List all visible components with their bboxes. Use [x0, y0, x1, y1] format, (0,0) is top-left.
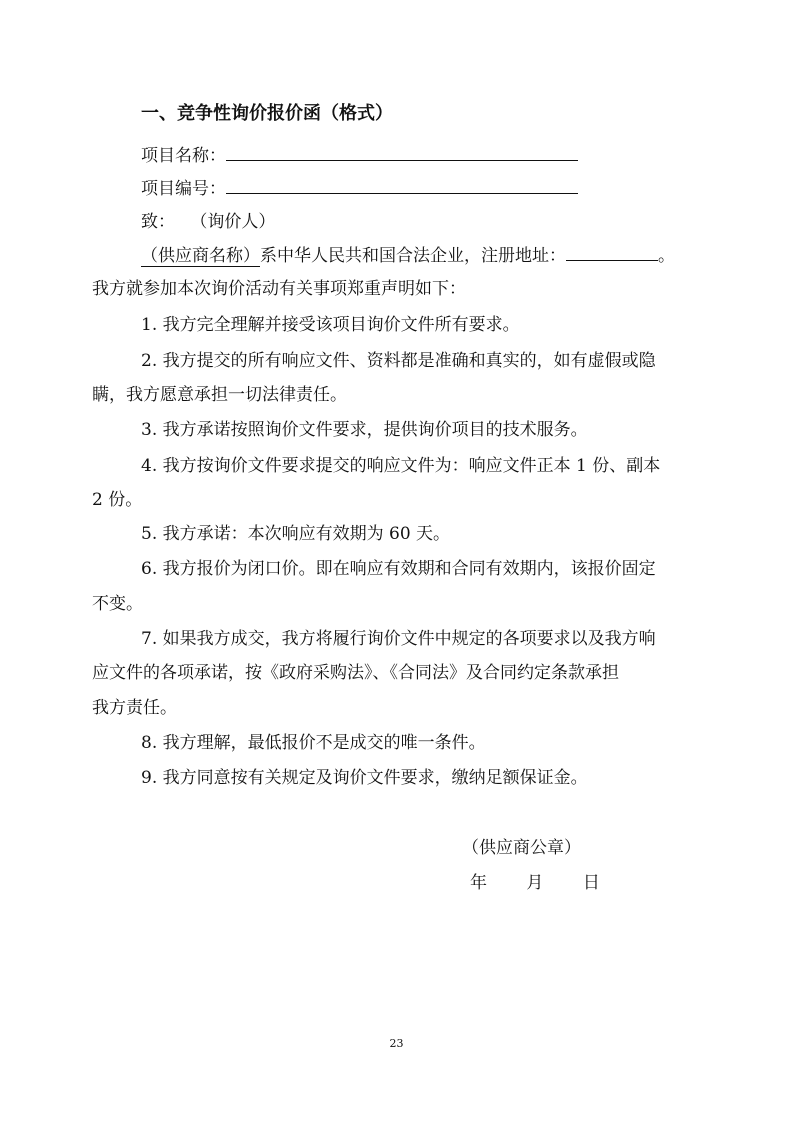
item-2-line-2: 瞒，我方愿意承担一切法律责任。	[92, 385, 347, 405]
page-number: 23	[389, 1037, 404, 1050]
project-no-label: 项目编号：	[141, 179, 226, 199]
supplier-seal: （供应商公章）	[462, 838, 581, 858]
project-name-blank	[226, 144, 578, 161]
item-6-line-1: 6. 我方报价为闭口价。即在响应有效期和合同有效期内，该报价固定	[141, 559, 656, 579]
to-row	[141, 211, 275, 233]
item-7-line-1: 7. 如果我方成交，我方将履行询价文件中规定的各项要求以及我方响	[141, 629, 656, 649]
project-name-label: 项目名称：	[141, 146, 226, 166]
date-year: 年	[470, 873, 487, 893]
item-7-line-3: 我方责任。	[92, 698, 177, 718]
item-2-line-1: 2. 我方提交的所有响应文件、资料都是准确和真实的，如有虚假或隐	[141, 351, 656, 371]
date-day: 日	[582, 873, 600, 893]
item-8: 8. 我方理解，最低报价不是成交的唯一条件。	[141, 733, 486, 753]
item-5: 5. 我方承诺：本次响应有效期为 60 天。	[141, 524, 451, 544]
project-no-row	[141, 177, 578, 200]
supplier-name-placeholder: （供应商名称）	[141, 246, 260, 266]
item-9: 9. 我方同意按有关规定及询价文件要求，缴纳足额保证金。	[141, 768, 588, 788]
date-row	[470, 872, 600, 894]
intro-text: 系中华人民共和国合法企业，注册地址：	[260, 246, 566, 266]
to-value: （询价人）	[190, 212, 276, 232]
item-7-line-2: 应文件的各项承诺，按《政府采购法》、《合同法》及合同约定条款承担	[92, 663, 619, 683]
project-name-row	[141, 144, 578, 167]
item-6-line-2: 不变。	[92, 594, 143, 614]
intro-end: 。	[658, 246, 675, 266]
item-4-line-2: 2 份。	[92, 490, 143, 510]
date-month: 月	[526, 873, 544, 893]
item-4-line-1: 4. 我方按询价文件要求提交的响应文件为：响应文件正本 1 份、副本	[141, 456, 661, 476]
to-label: 致：	[141, 212, 175, 232]
project-no-blank	[226, 177, 578, 194]
intro-row	[141, 244, 675, 267]
item-3: 3. 我方承诺按照询价文件要求，提供询价项目的技术服务。	[141, 420, 588, 440]
declare-line: 我方就参加本次询价活动有关事项郑重声明如下：	[92, 279, 466, 299]
document-title: 一、竞争性询价报价函（格式）	[141, 103, 393, 124]
item-1: 1. 我方完全理解并接受该项目询价文件所有要求。	[141, 315, 520, 335]
address-blank	[566, 244, 658, 261]
